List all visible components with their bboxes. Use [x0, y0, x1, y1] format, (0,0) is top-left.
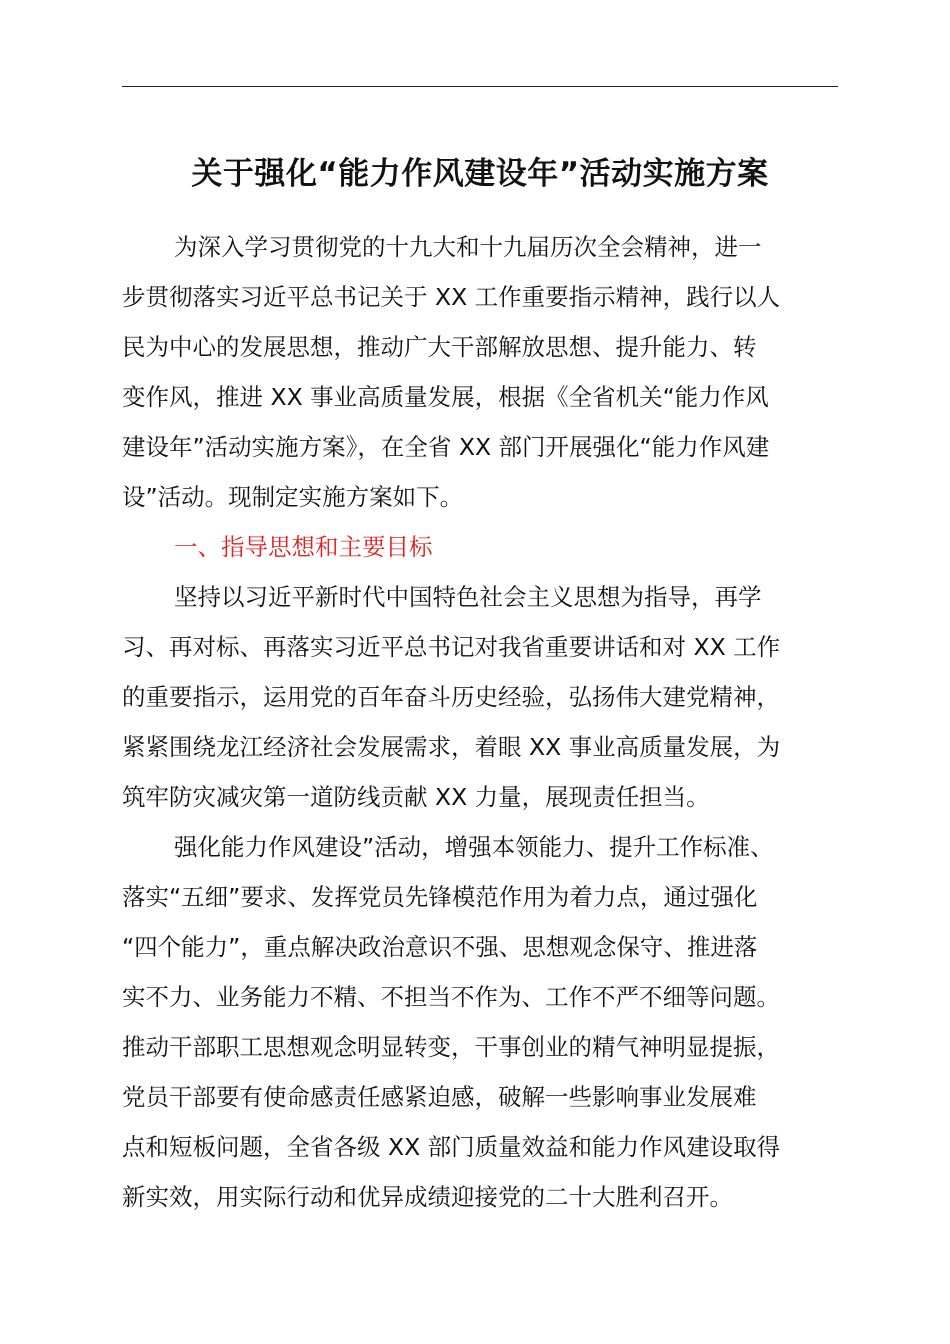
- paragraph-line: 紧紧围绕龙江经济社会发展需求，着眼 XX 事业高质量发展，为: [122, 733, 781, 761]
- section-heading: 一、指导思想和主要目标: [174, 533, 433, 561]
- paragraph-line: 点和短板问题，全省各级 XX 部门质量效益和能力作风建设取得: [122, 1133, 781, 1161]
- paragraph-line: 实不力、业务能力不精、不担当不作为、工作不严不细等问题。: [122, 983, 780, 1011]
- paragraph-line: 建设年”活动实施方案》，在全省 XX 部门开展强化“能力作风建: [122, 433, 770, 461]
- paragraph-line: 党员干部要有使命感责任感紧迫感，破解一些影响事业发展难: [122, 1083, 757, 1111]
- paragraph-line: 落实“五细”要求、发挥党员先锋模范作用为着力点，通过强化: [122, 883, 758, 911]
- paragraph-line: “四个能力”，重点解决政治意识不强、思想观念保守、推进落: [122, 933, 758, 961]
- paragraph-line: 强化能力作风建设”活动，增强本领能力、提升工作标准、: [174, 833, 774, 861]
- paragraph-line: 步贯彻落实习近平总书记关于 XX 工作重要指示精神，践行以人: [122, 283, 781, 311]
- document-title: 关于强化“能力作风建设年”活动实施方案: [191, 156, 769, 192]
- paragraph-line: 习、再对标、再落实习近平总书记对我省重要讲话和对 XX 工作: [122, 633, 781, 661]
- paragraph-line: 设”活动。现制定实施方案如下。: [122, 483, 464, 511]
- paragraph-line: 推动干部职工思想观念明显转变，干事创业的精气神明显提振，: [122, 1033, 780, 1061]
- paragraph-line: 民为中心的发展思想，推动广大干部解放思想、提升能力、转: [122, 333, 757, 361]
- paragraph-line: 新实效，用实际行动和优异成绩迎接党的二十大胜利召开。: [122, 1183, 733, 1211]
- header-rule: [122, 86, 838, 87]
- paragraph-line: 变作风，推进 XX 事业高质量发展，根据《全省机关“能力作风: [122, 383, 769, 411]
- paragraph-line: 的重要指示，运用党的百年奋斗历史经验，弘扬伟大建党精神，: [122, 683, 780, 711]
- paragraph-line: 为深入学习贯彻党的十九大和十九届历次全会精神，进一: [174, 233, 762, 261]
- paragraph-line: 坚持以习近平新时代中国特色社会主义思想为指导，再学: [174, 583, 762, 611]
- paragraph-line: 筑牢防灾减灾第一道防线贡献 XX 力量，展现责任担当。: [122, 783, 710, 811]
